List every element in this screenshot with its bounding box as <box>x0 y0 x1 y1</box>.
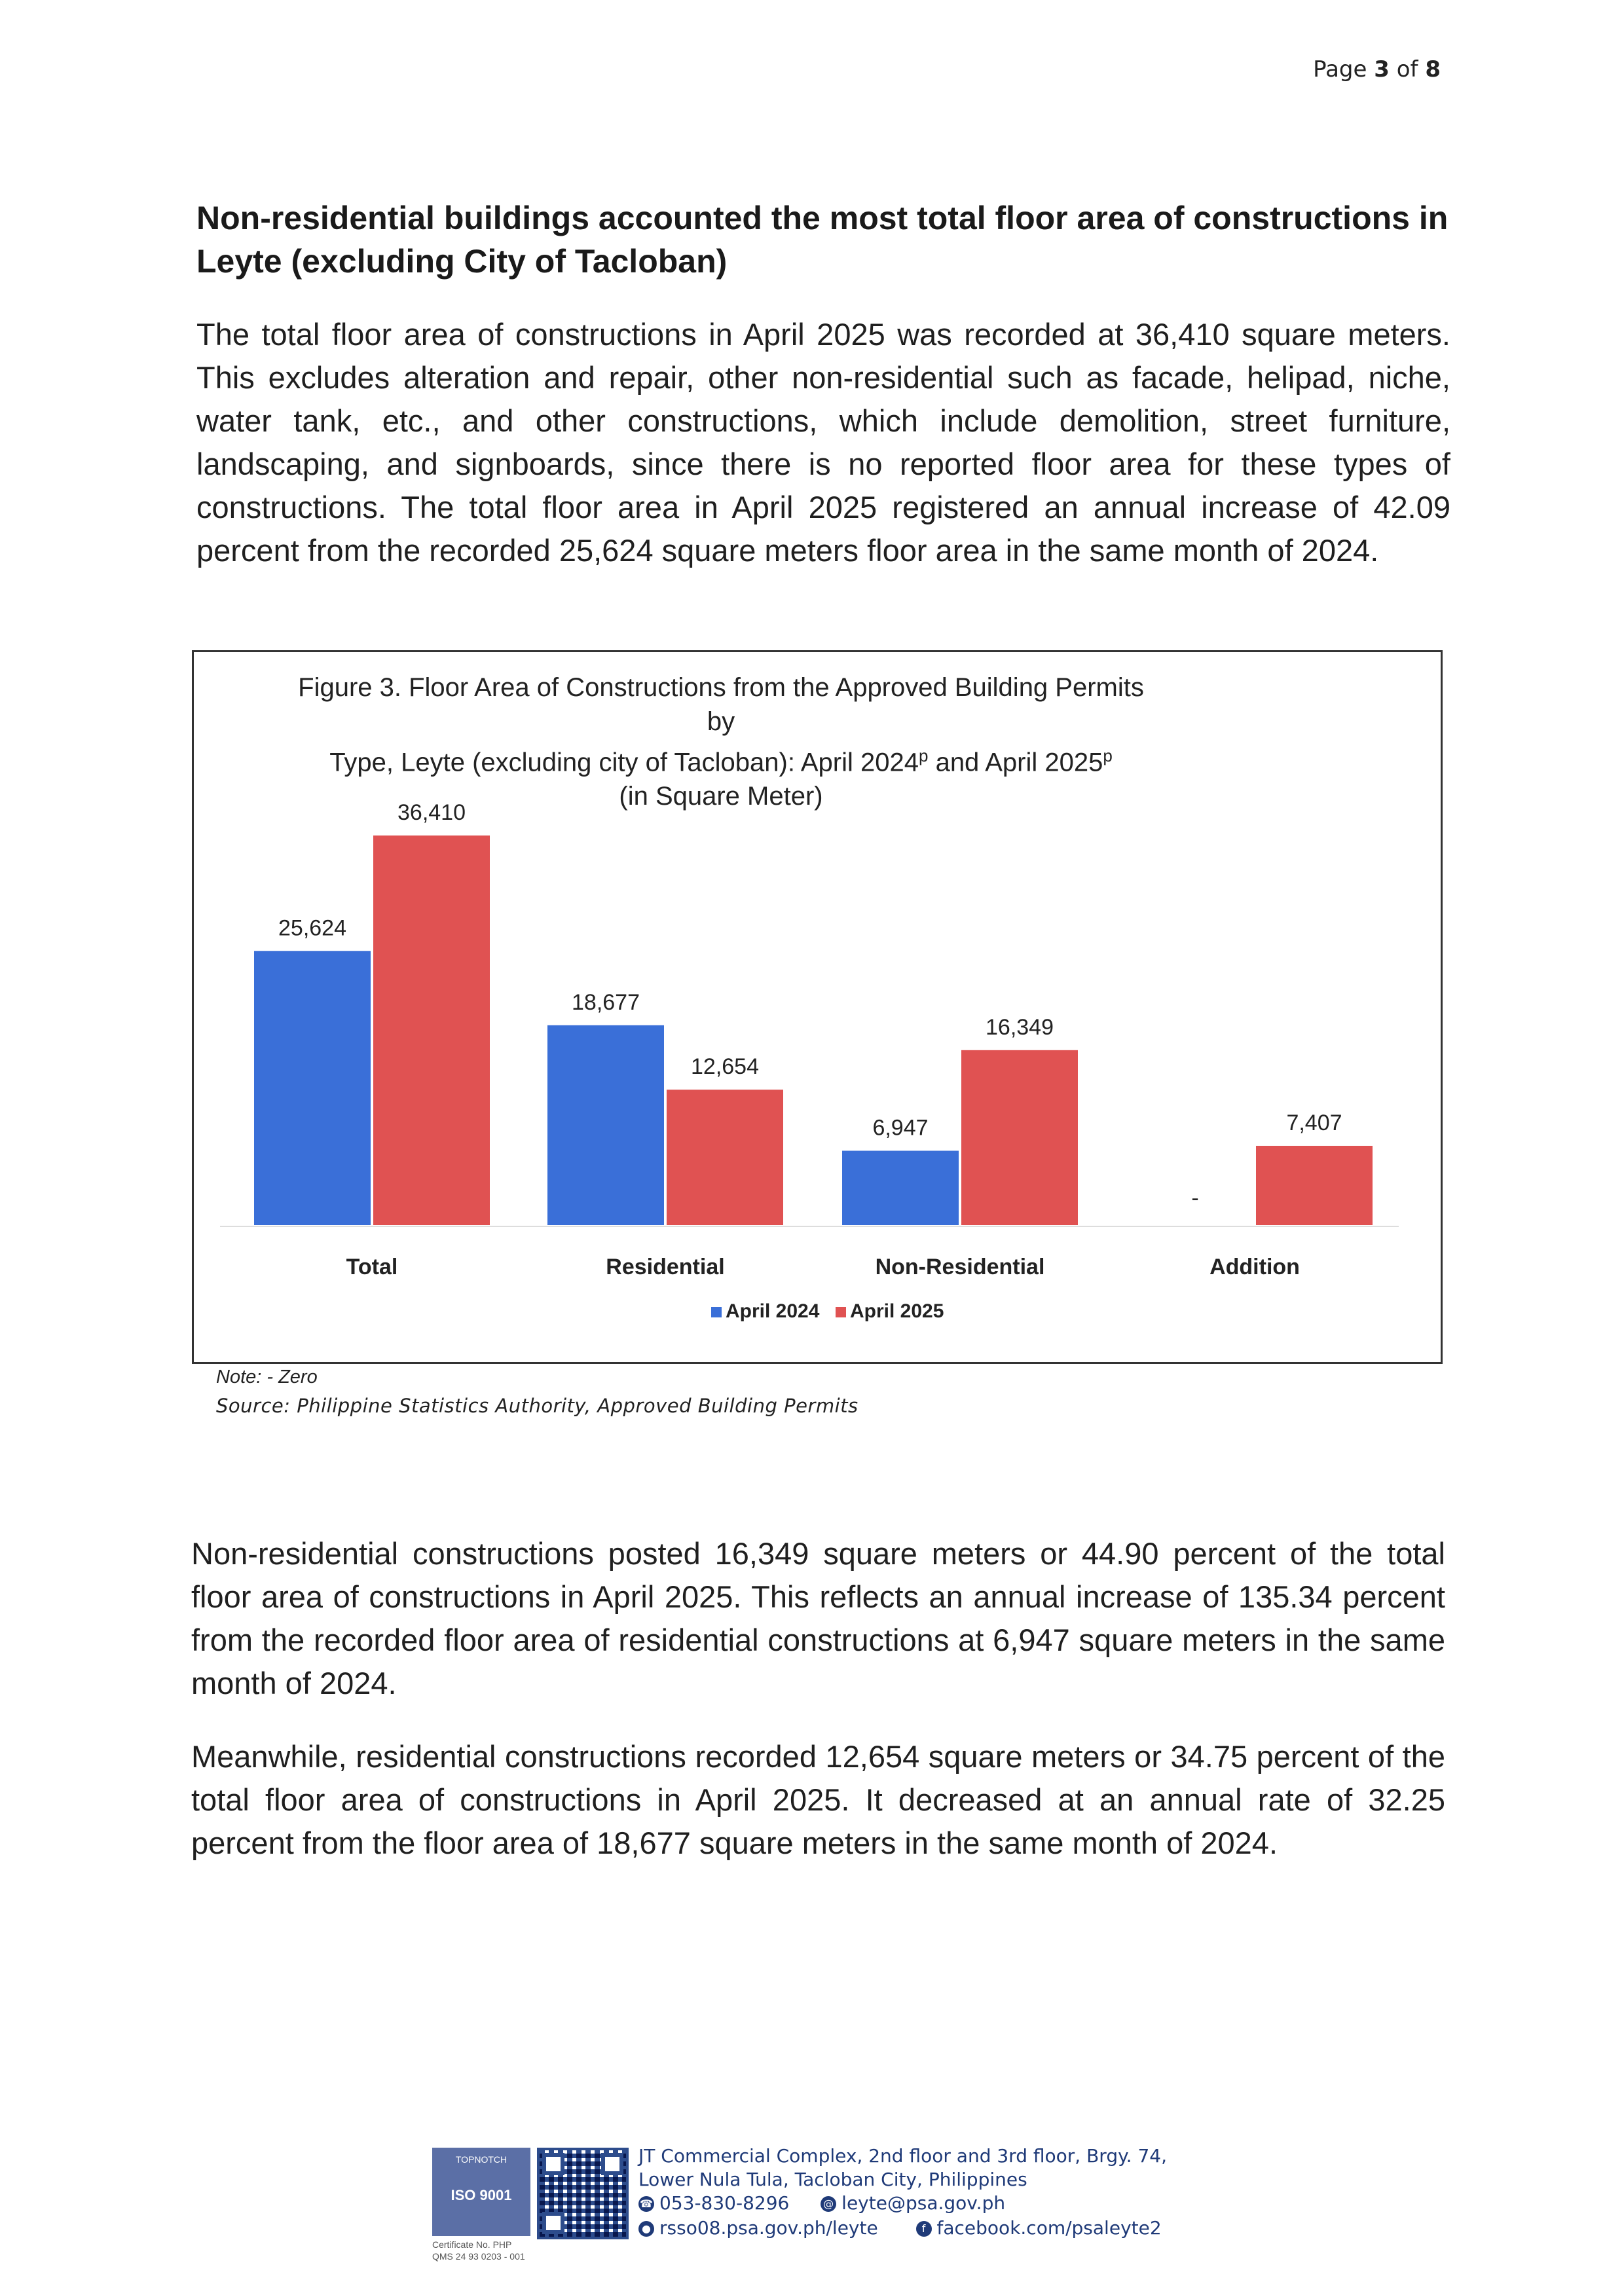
bar-non-residential-series-1 <box>961 1050 1078 1225</box>
figure-title-line3: (in Square Meter) <box>619 782 823 811</box>
address-line-1: JT Commercial Complex, 2nd floor and 3rd floor, Brgy. 74, <box>638 2145 1167 2167</box>
qr-corner-icon <box>601 2153 623 2175</box>
data-label: 6,947 <box>872 1115 929 1141</box>
badge-top-text: TOPNOTCH <box>455 2154 507 2165</box>
figure-title-line2b: and April 2025 <box>928 748 1103 777</box>
email-address: leyte@psa.gov.ph <box>841 2192 1006 2214</box>
email-icon: @ <box>821 2196 836 2212</box>
contact-line <box>638 2192 1005 2214</box>
paragraph-non-residential: Non-residential constructions posted 16,349 square meters or 44.90 percent of the total floor area of constructions in April 2025. This reflects an annual increase of 135.34 percent from the recorded floor area of residential constructions at 6,947 square meters in the same month of 2024. <box>191 1536 1445 1700</box>
address-line-2: Lower Nula Tula, Tacloban City, Philippines <box>638 2169 1027 2190</box>
bar-addition-series-1 <box>1256 1146 1373 1225</box>
data-label: 12,654 <box>691 1054 759 1080</box>
certificate-number: Certificate No. PHP <box>432 2239 512 2250</box>
certificate-code: QMS 24 93 0203 - 001 <box>432 2251 525 2262</box>
website-link[interactable]: rsso08.psa.gov.ph/leyte <box>659 2217 878 2239</box>
figure-title-line1: Figure 3. Floor Area of Constructions from the Approved Building Permits by <box>298 673 1144 736</box>
bar-total-series-1 <box>373 835 490 1225</box>
bar-non-residential-series-0 <box>842 1150 959 1225</box>
data-label: 25,624 <box>278 915 346 941</box>
page-current: 3 <box>1374 56 1390 83</box>
figure-3-box <box>192 650 1443 1364</box>
phone-number: 053-830-8296 <box>659 2192 790 2214</box>
badge-iso-text: ISO 9001 <box>451 2187 512 2203</box>
phone-icon: ☎ <box>638 2196 654 2212</box>
category-label: Non-Residential <box>875 1255 1045 1279</box>
data-label: 7,407 <box>1286 1110 1342 1135</box>
legend-label: April 2025 <box>850 1300 944 1322</box>
figure-source: Source: Philippine Statistics Authority, Approved Building Permits <box>216 1395 858 1417</box>
figure-note: Note: - Zero <box>216 1367 318 1387</box>
web-line <box>638 2217 1162 2239</box>
bar-chart <box>194 652 1441 1362</box>
category-label: Addition <box>1209 1255 1300 1279</box>
page-number <box>1313 56 1441 83</box>
data-label: 18,677 <box>572 989 640 1015</box>
page-total: 8 <box>1425 56 1441 83</box>
paragraph-total-floor-area: The total floor area of constructions in April 2025 was recorded at 36,410 square meters. This excludes alteration and repair, other non-residential such as facade, helipad, niche, water tank, etc., and other constructions, which include demolition, street furniture, landscaping, and signboards, since there is no reported floor area for these types of constructions. The total floor area in April 2025 registered an annual increase of 42.09 percent from the recorded 25,624 square meters floor area in the same month of 2024. <box>196 317 1450 568</box>
footer <box>426 2140 1277 2271</box>
data-label: 16,349 <box>986 1014 1054 1040</box>
qr-corner-icon <box>542 2212 564 2234</box>
bar-residential-series-0 <box>547 1025 664 1225</box>
section-heading: Non-residential buildings accounted the most total floor area of constructions in Leyte (excluding City of Tacloban) <box>196 200 1449 280</box>
qr-corner-icon <box>542 2153 564 2175</box>
page-of: of <box>1396 56 1418 83</box>
bar-total-series-0 <box>254 951 371 1225</box>
facebook-icon: f <box>916 2221 932 2237</box>
legend-swatch <box>711 1307 722 1317</box>
facebook-link[interactable]: facebook.com/psaleyte2 <box>936 2217 1162 2239</box>
legend-swatch <box>836 1307 846 1317</box>
data-label: - <box>1191 1186 1199 1211</box>
figure-title-sup1: p <box>918 746 929 765</box>
data-label: 36,410 <box>397 800 466 825</box>
figure-title-sup2: p <box>1103 746 1113 765</box>
figure-title-line2a: Type, Leyte (excluding city of Tacloban): April 2024 <box>329 748 919 777</box>
qr-code-icon <box>537 2148 629 2239</box>
paragraph-residential: Meanwhile, residential constructions recorded 12,654 square meters or 34.75 percent of the total floor area of constructions in April 2025. It decreased at an annual rate of 32.25 percent from the floor area of 18,677 square meters in the same month of 2024. <box>191 1739 1445 1860</box>
legend-label: April 2024 <box>726 1300 820 1322</box>
page-label: Page <box>1313 56 1367 83</box>
certification-badge <box>432 2148 530 2236</box>
globe-icon: ● <box>638 2221 654 2237</box>
bar-residential-series-1 <box>667 1090 783 1225</box>
category-label: Residential <box>606 1255 725 1279</box>
category-label: Total <box>346 1255 398 1279</box>
